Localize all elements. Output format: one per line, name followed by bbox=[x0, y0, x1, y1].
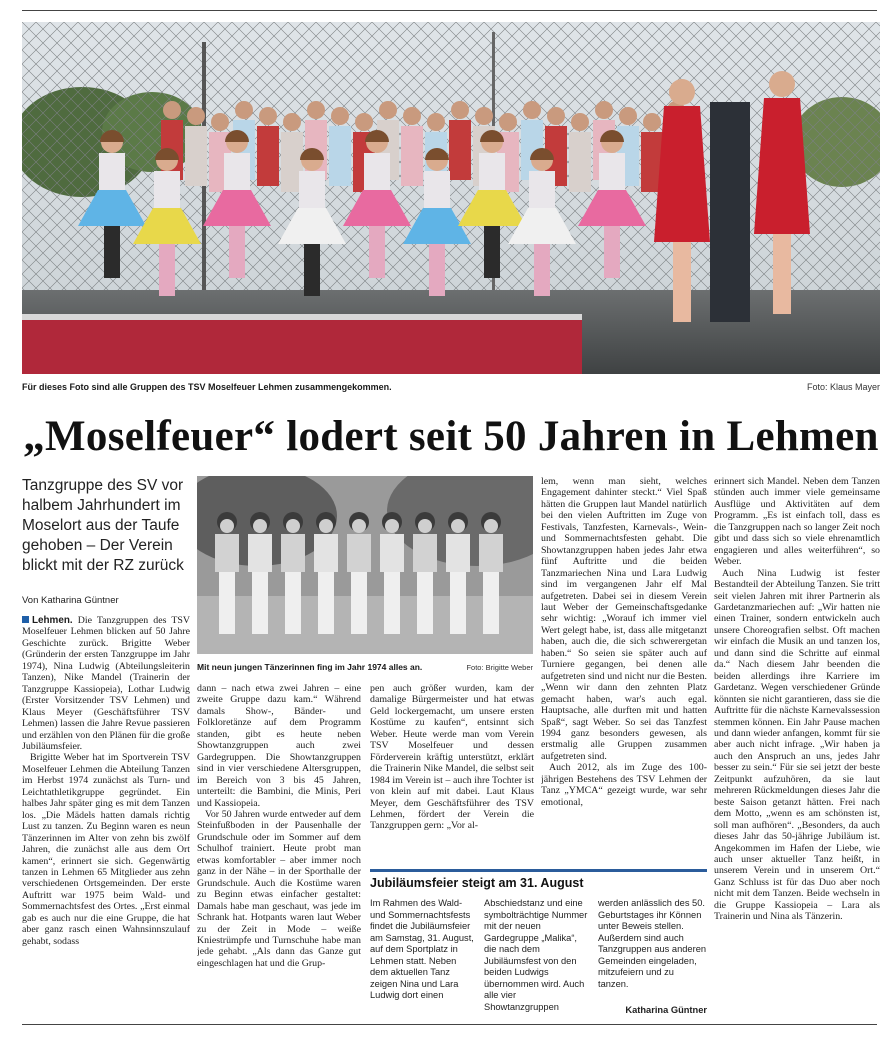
infobox-column-1: Im Rahmen des Wald- und Sommernachtsfests findet die Jubiläumsfeier am Samstag, 31. August, auf dem Sportplatz in Lehmen statt. Neben dem aktuellen Tanz zeigen Nina und Lara Ludwig dort einen bbox=[370, 898, 474, 1000]
article-paragraph: erinnert sich Mandel. Neben dem Tanzen stünden auch immer viele gemeinsame Ausflüge und Aktivitäten auf dem Programm. „Es ist einfach toll, dass es die Tanzgruppen nach so langer Zeit noch gibt und dass sich so viele ehrenamtlich engagieren und alles weiterführen“, so Weber. bbox=[714, 476, 880, 568]
main-photo bbox=[22, 22, 880, 374]
article-paragraph: lem, wenn man sieht, welches Engagement dahinter steckt.“ Viel Spaß hätten die Gruppen laut Mandel natürlich bei den vielen Auftritten im Zuge von Festivals, Tanzfesten, Karnevals-, Wein- und Sommernachtsfesten gehabt. Die Showtanzgruppen haben jedes Jahr etwa fünf Auftritte und die beiden Tanzmariechen Nina und Lara Ludwig sind im vergangenen Jahr elf Mal aufgetreten. Dabei sei in diesem Verein laut Weber der Gemeinschaftsgedanke sehr wichtig: „Worauf ich immer viel Wert gelegt habe, ist, dass alle mitgetanzt haben, auch die, die sich schwerergetan haben.“ So seien sie später auch auf Turniere gegangen, bei denen alle aufgetreten sind und nicht nur die Besten. „Wenn wir dann den zehnten Platz gemacht haben, war's auch egal. Hauptsache, alle durften mit und hatten Spaß“, sagt Weber. So sei das Tanzfest 1994 ganz besonders gewesen, als erstmalig alle Gruppen zusammen aufgetreten sind. bbox=[541, 476, 707, 762]
article-paragraph: dann – nach etwa zwei Jahren – eine zweite Gruppe dazu kam.“ Während damals Show-, Bänder- und Folkloretänze auf dem Programm standen, gibt es heute neben Showtanzgruppen auch zwei Gardegruppen. Die Showtanzgruppen sind in vier verschiedene Altersgruppen, im Bereich von 3 bis 45 Jahren, unterteilt: die Bambini, die Minis, Peri und Kassiopeia. bbox=[197, 683, 361, 809]
byline: Von Katharina Güntner bbox=[22, 595, 119, 606]
caption-text: Für dieses Foto sind alle Gruppen des TSV Moselfeuer Lehmen zusammengekommen. bbox=[22, 382, 392, 392]
photo-credit: Foto: Klaus Mayer bbox=[806, 382, 880, 392]
article-paragraph: Auch Nina Ludwig ist fester Bestandteil der Abteilung Tanzen. Sie tritt seit vielen Jahren mit ihrer Partnerin als Gardetanzmariechen auf: „Wir hatten nie einen Trainer, sondern entwickeln auch unsere Choreografien selbst. Oft machen wir einfach die Musik an und tanzen los, und dann sind die Schritte auf einmal da.“ Nach diesem Jahr beenden die beiden allerdings ihre Karriere im Gardetanz. Wegen verschiedener Gründe könnten sie nicht garantieren, dass sie die Auftritte für die nächste Karnevalssession stemmen können. Ein Jahr Pause machen und dann wieder anfangen, kommt für sie aber auch nicht infrage. „Wir haben ja auch den Anspruch an uns, jedes Jahr besser zu sein.“ Für sie sei jetzt der beste Zeitpunkt aufzuhören, da sie laut mehreren Rückmeldungen dieses Jahr die beste Saison getanzt hätten. Frei nach dem Motto, „wenn es am schönsten ist, soll man aufhören“. „Besonders, da auch dieses Jahr das 50-jährige Jubiläum ist. Angekommen im Hafen der Liebe, wie auch unser aktueller Tanz heißt, in unserem Verein und in unserem Ort.“ Ganz Schluss ist für das Duo aber noch nicht mit dem Tanzen. Beide wechseln in die Gruppe Kassiopeia – Lara als Trainerin und Nina als Tänzerin. bbox=[714, 567, 880, 923]
article-paragraph: Brigitte Weber hat im Sportverein TSV Moselfeuer Lehmen die Abteilung Tanzen im Herbst 1974 zunächst als Turn- und Leichtathletikgruppe gegründet. Ein halbes Jahr später ging es mit dem Tanzen los. „Die Mädels hatten damals richtig Lust zu tanzen. Zu Beginn waren es neun Tänzerinnen im Alter von zehn bis zwölf Jahren, die zunächst alle aus dem Ort kamen“, erinnert sie sich. Gegenwärtig tanzen in Lehmen 65 Mitglieder aus zehn verschiedenen Ortsgemeinden. Der erste Auftritt war 1975 beim Wald- und Sommernachtsfest des Ortes. „Erst einmal gab es auch nur die eine Gruppe, die hat aber ganz rasch einen Wahnsinnszulauf gehabt, sodass bbox=[22, 752, 190, 947]
subheadline: Tanzgruppe des SV vor halbem Jahrhundert im Moselort aus der Taufe gehoben – Der Verein blickt mit der RZ zurück bbox=[22, 477, 184, 574]
top-rule bbox=[22, 10, 877, 11]
article-paragraph: Vor 50 Jahren wurde entweder auf dem Steinfußboden in der Pausenhalle der Grundschule oder im Sommer auf dem Schulhof trainiert. Heute probt man etwas komfortabler – aber immer noch ganz in der Nähe – in der Sporthalle der Grundschule. Auch die Kostüme waren zu Beginn etwas einfacher gestaltet: Damals habe man geschaut, was jede im Schrank hat. Hotpants waren laut Weber zu der Zeit in Mode – weiße Kniestrümpfe und Turnschuhe habe man jede gehabt. „Als dann das Ganze gut eingeschlagen hat und die Grup- bbox=[197, 808, 361, 969]
article-column-1 bbox=[22, 615, 190, 1020]
article-paragraph: pen auch größer wurden, kam der damalige Bürgermeister und hat etwas Geld lockergemacht, um unsere ersten Kostüme zu kaufen“, entsinnt sich Weber. Heute werde man vom Verein TSV Moselfeuer und dessen Förderverein kräftig unterstützt, erklärt die Trainerin Nike Mandel, die selbst seit 1984 im Verein ist – auch ihre Tochter ist von klein auf mit dabei. Laut Klaus Meyer, dem Geschäftsführer des TSV Lehmen, fördert der Verein die Tanzgruppen gern: „Vor al- bbox=[370, 683, 534, 832]
caption2-text: Mit neun jungen Tänzerinnen fing im Jahr 1974 alles an. bbox=[197, 662, 423, 672]
article-column-5 bbox=[714, 476, 880, 1020]
photo2-credit: Foto: Brigitte Weber bbox=[466, 663, 533, 672]
article-column-3 bbox=[370, 683, 534, 863]
infobox-rule bbox=[370, 869, 707, 872]
infobox-column-2: Abschiedstanz und eine symbolträchtige Nummer mit der neuen Gardegruppe „Malika“, die nach dem Jubiläumsfest von den beiden Ludwigs übernommen wird. Auch alle vier Showtanzgruppen bbox=[484, 898, 588, 1012]
bottom-rule bbox=[22, 1024, 877, 1025]
dateline: Lehmen. bbox=[32, 615, 73, 626]
infobox-author: Katharina Güntner bbox=[610, 1005, 707, 1015]
location-marker-icon bbox=[22, 616, 29, 623]
historic-photo bbox=[197, 476, 533, 654]
headline: „Moselfeuer“ lodert seit 50 Jahren in Lehmen bbox=[23, 413, 879, 460]
infobox-column-3: werden anlässlich des 50. Geburtstages ihr Können unter Beweis stellen. Außerdem sind auch Tanzgruppen aus anderen Gemeinden eingeladen, mitzufeiern und zu tanzen. bbox=[598, 898, 707, 989]
article-paragraph: Auch 2012, als im Zuge des 100-jährigen Bestehens des TSV Lehmen der Tanz „YMCA“ gezeigt wurde, war sehr emotional, bbox=[541, 762, 707, 808]
article-column-2 bbox=[197, 683, 361, 1020]
main-photo-caption bbox=[22, 382, 880, 392]
infobox-title: Jubiläumsfeier steigt am 31. August bbox=[370, 876, 584, 890]
article-paragraph: Lehmen. Die Tanzgruppen des TSV Moselfeuer Lehmen blicken auf 50 Jahre Geschichte zurück. Brigitte Weber (Gründerin der ersten Tanzgruppe im Jahr 1974), Nina Ludwig (Abteilungsleiterin Tanzen), Nike Mandel (Trainerin der Tanzgruppe Kassiopeia), Lothar Ludwig (Erster Vorsitzender TSV Lehmen) und Klaus Meyer (Geschäftsführer TSV Lehmen) lassen die Jahre Revue passieren und erzählen von den Plänen für die große Jubiläumsfeier. bbox=[22, 615, 190, 752]
historic-photo-caption bbox=[197, 662, 533, 672]
